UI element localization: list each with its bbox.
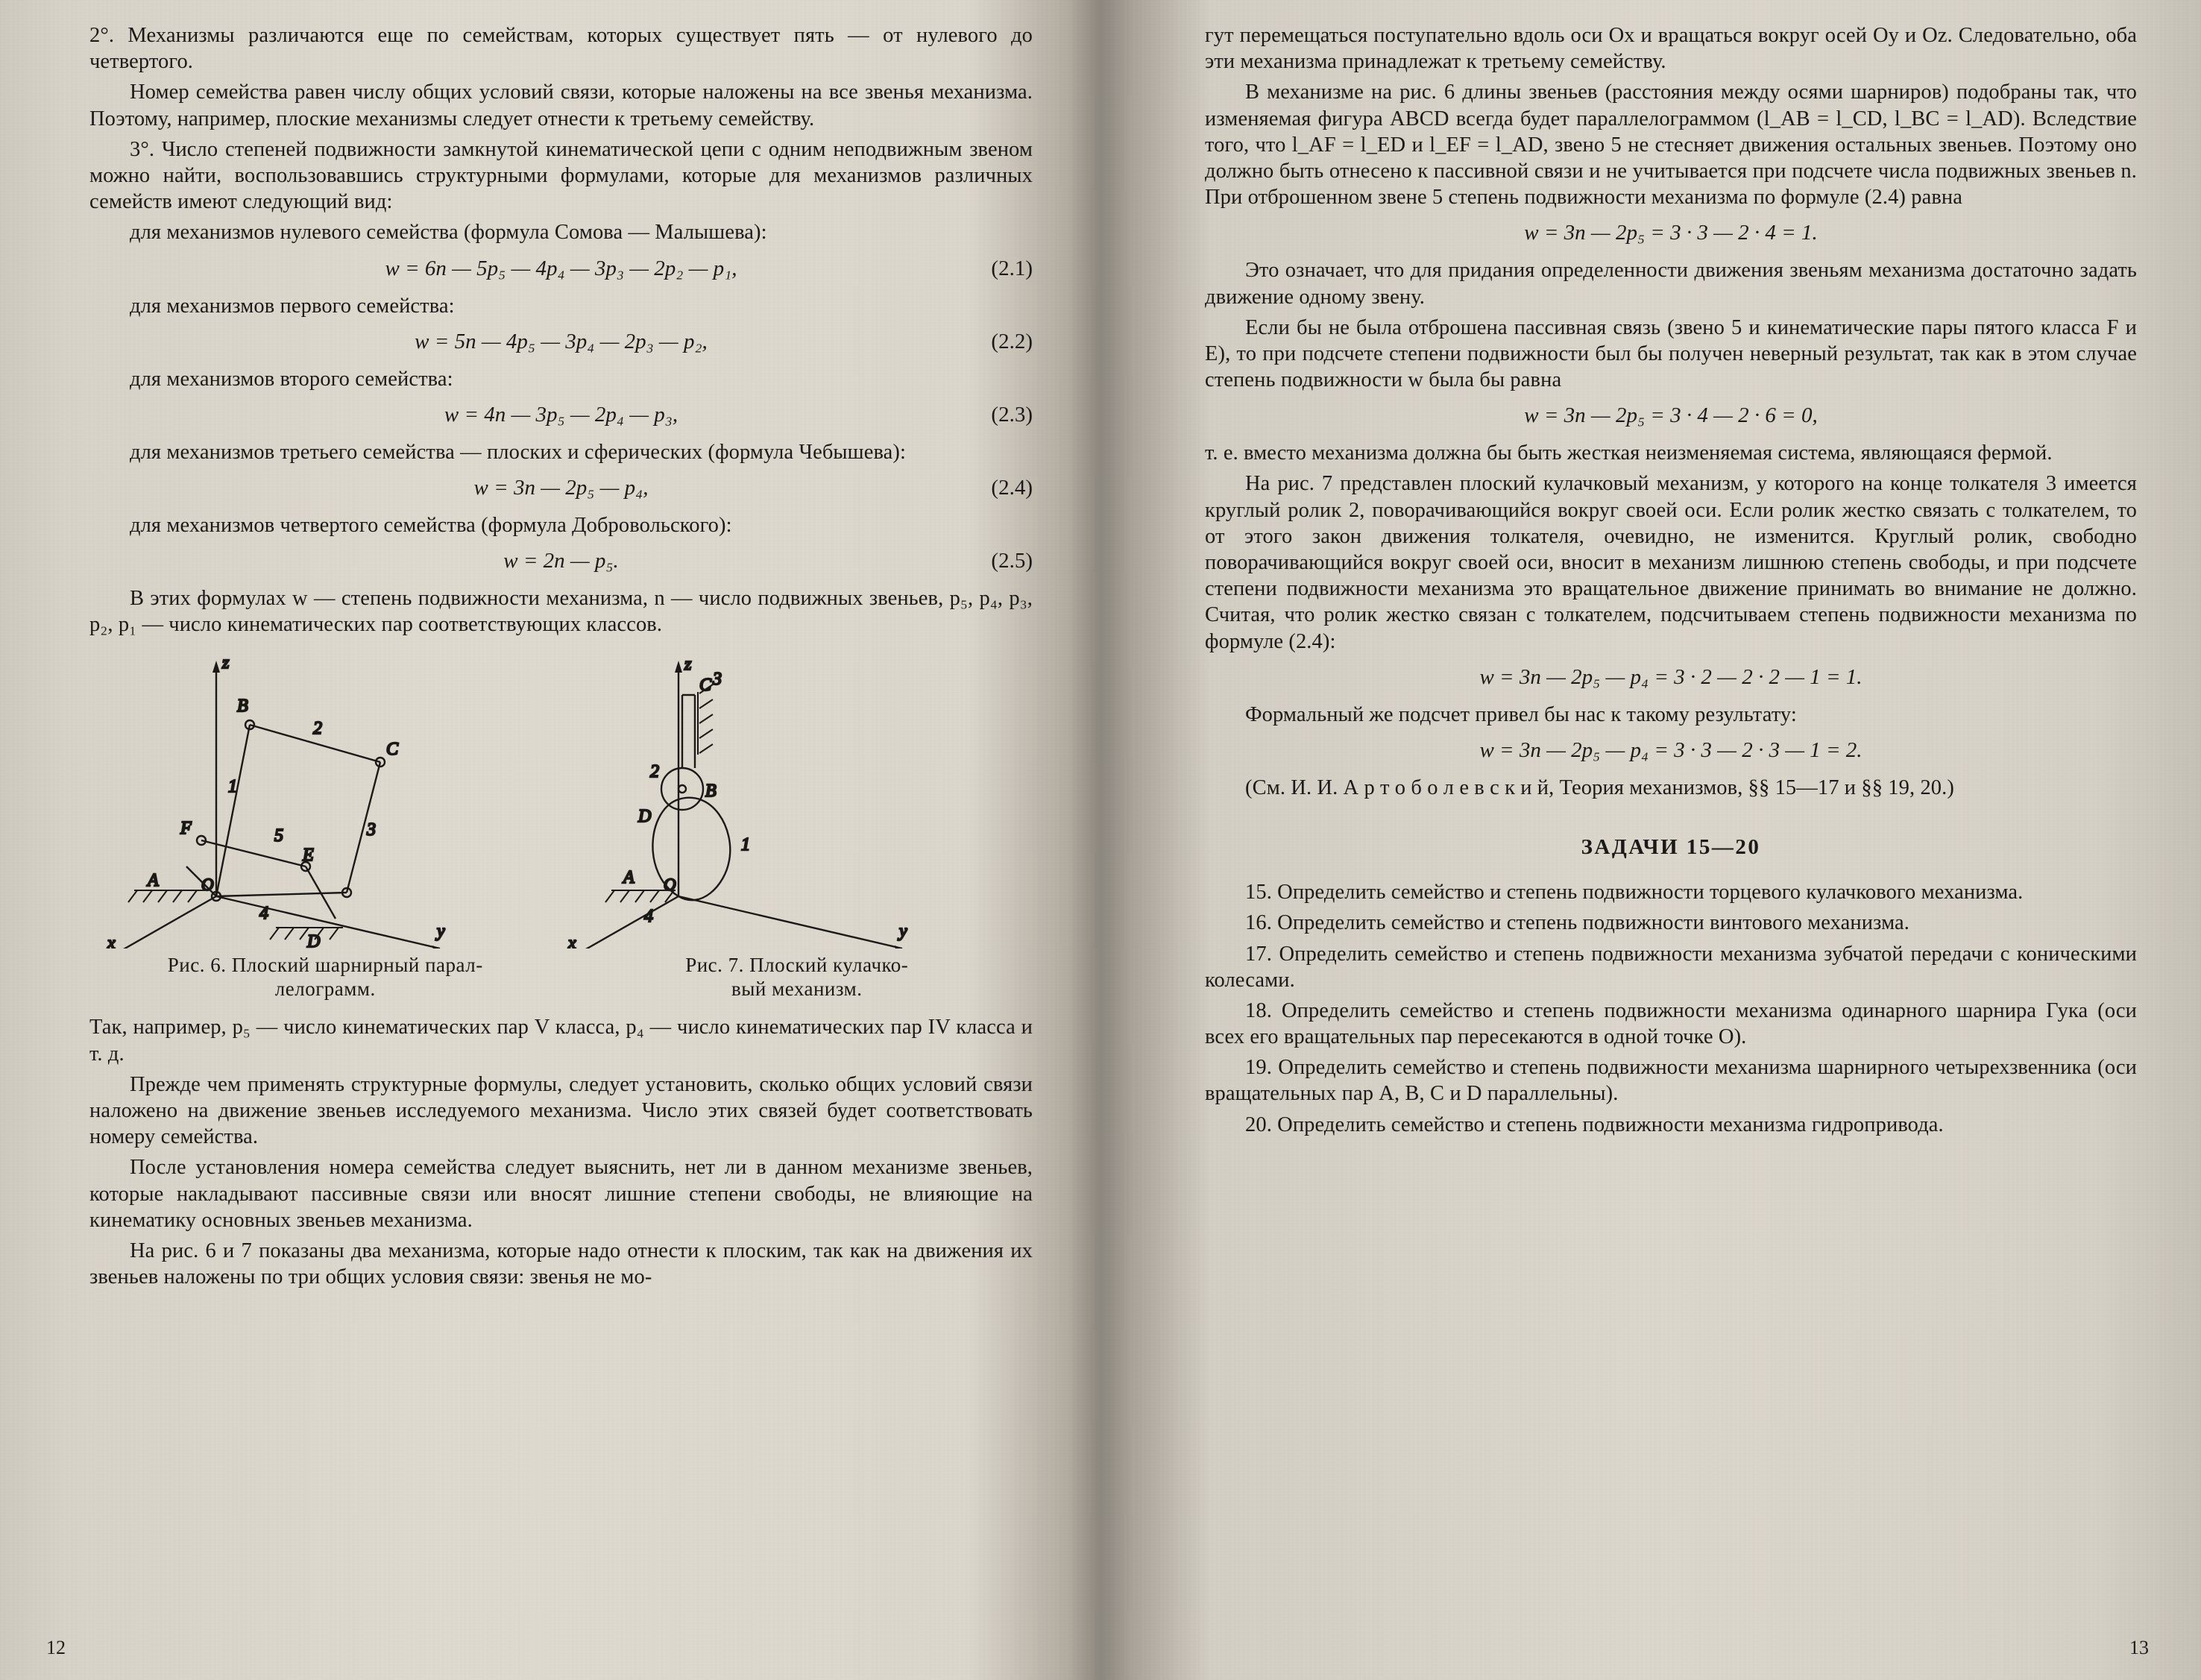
task-item: 17. Определить семейство и степень подвижности механизма зубчатой передачи с коническими колесами.	[1205, 942, 2137, 992]
formula-number: (2.1)	[991, 256, 1033, 280]
formula-body: w = 3n — 2p₅ — p₄ = 3 · 2 — 2 · 2 — 1 = 1.	[1479, 664, 1862, 689]
paragraph: для механизмов второго семейства:	[130, 367, 453, 391]
svg-text:F: F	[180, 818, 192, 838]
task-item: 19. Определить семейство и степень подвижности механизма шарнирного четырехзвенника (оси вращательных пар A, B, C и D параллельны).	[1205, 1056, 2137, 1106]
formula-body: w = 3n — 2p₅ — p₄ = 3 · 3 — 2 · 3 — 1 = 2.	[1479, 737, 1862, 762]
svg-text:4: 4	[259, 903, 268, 923]
svg-text:y: y	[899, 921, 907, 941]
figure-7-caption-line1: Рис. 7. Плоский кулачко-	[685, 953, 909, 976]
paragraph: 2°. Механизмы различаются еще по семействам, которых существует пять — от нулевого до четвертого.	[89, 24, 1033, 74]
formula-2-2	[89, 330, 1033, 354]
paragraph: На рис. 6 и 7 показаны два механизма, которые надо отнести к плоским, так как на движения их звеньев наложены по три общих условия связи: звенья не мо-	[89, 1239, 1033, 1289]
formula-number: (2.4)	[991, 476, 1033, 500]
paragraph: Если бы не была отброшена пассивная связь (звено 5 и кинематические пары пятого класса F и E), то при подсчете степени подвижности был бы получен неверный результат, так как в этом случае степень подвижности w была бы равна	[1205, 315, 2137, 392]
svg-text:D: D	[307, 931, 321, 948]
paragraph: т. е. вместо механизма должна бы быть жесткая неизменяемая система, являющаяся фермой.	[1205, 441, 2053, 465]
paragraph: для механизмов четвертого семейства (формула Добровольского):	[130, 514, 732, 538]
formula-right-4	[1205, 738, 2137, 763]
svg-text:1: 1	[741, 834, 750, 855]
paragraph: Это означает, что для придания определенности движения звеньям механизма достаточно задать движение одному звену.	[1205, 259, 2137, 309]
formula-number: (2.2)	[991, 329, 1033, 353]
left-page	[0, 0, 1100, 1680]
page-number-right: 13	[2129, 1637, 2149, 1658]
figure-6-caption-line2: лелограмм.	[274, 978, 376, 1001]
formula-right-1	[1205, 221, 2137, 245]
formula-right-2	[1205, 403, 2137, 428]
formula-body: w = 6n — 5p₅ — 4p₄ — 3p₃ — 2p₂ — p₁,	[385, 256, 737, 280]
figure-6-caption	[89, 953, 561, 1001]
formula-2-3	[89, 403, 1033, 427]
svg-text:z: z	[684, 654, 692, 674]
paragraph: На рис. 7 представлен плоский кулачковый механизм, у которого на конце толкателя 3 имеется круглый ролик 2, поворачивающийся вокруг своей оси. Если ролик жестко связать с толкателем, то от этого закон движения толкателя, очевидно, не изменится. Круглый ролик, свободно поворачивающийся вокруг своей оси, вносит в механизм лишнюю степень свободы, и при подсчете степени подвижности механизма это вращательное движение принимать во внимание не должно. Считая, что ролик жестко связан с толкателем, подсчитываем степень подвижности механизма по формуле (2.4):	[1205, 472, 2137, 653]
svg-text:2: 2	[650, 761, 659, 781]
formula-right-3	[1205, 665, 2137, 690]
paragraph: Так, например, p₅ — число кинематических пар V класса, p₄ — число кинематических пар IV класса и т. д.	[89, 1016, 1033, 1066]
svg-text:E: E	[303, 845, 314, 865]
formula-body: w = 3n — 2p₅ = 3 · 4 — 2 · 6 = 0,	[1524, 403, 1818, 428]
svg-text:4: 4	[644, 906, 653, 926]
formula-body: w = 5n — 4p₅ — 3p₄ — 2p₃ — p₂,	[415, 329, 708, 353]
formula-2-1	[89, 257, 1033, 281]
paragraph: гут перемещаться поступательно вдоль оси Ox и вращаться вокруг осей Oy и Oz. Следовательно, оба эти механизма принадлежат к третьему семейству.	[1205, 24, 2137, 74]
paragraph: Формальный же подсчет привел бы нас к такому результату:	[1245, 702, 1797, 726]
svg-text:C: C	[386, 739, 399, 759]
svg-text:D: D	[638, 806, 652, 826]
paragraph: для механизмов первого семейства:	[130, 294, 455, 318]
paragraph: 3°. Число степеней подвижности замкнутой кинематической цепи с одним неподвижным звеном можно найти, воспользовавшись структурными формулами, которые для механизмов различных семейств имеют следующий вид:	[89, 137, 1033, 214]
formula-body: w = 2n — p₅.	[503, 549, 619, 573]
paragraph: для механизмов нулевого семейства (формула Сомова — Малышева):	[130, 221, 767, 245]
figure-6-caption-line1: Рис. 6. Плоский шарнирный парал-	[167, 953, 483, 976]
svg-text:A: A	[623, 867, 635, 887]
svg-text:B: B	[237, 696, 248, 716]
paragraph: После установления номера семейства следует выяснить, нет ли в данном механизме звеньев, которые накладывают пассивные связи или вносят лишние степени свободы, не влияющие на кинематику основных звеньев механизма.	[89, 1156, 1033, 1232]
svg-text:3: 3	[713, 669, 722, 689]
figure-7-caption-line2: вый механизм.	[731, 978, 863, 1001]
svg-text:1: 1	[228, 776, 237, 796]
page-number-left: 12	[46, 1637, 66, 1658]
svg-text:x: x	[107, 933, 116, 948]
tasks-heading: ЗАДАЧИ 15—20	[1581, 835, 1761, 860]
figures-row	[89, 650, 1033, 948]
formula-number: (2.5)	[991, 549, 1033, 573]
reference-note: (См. И. И. А р т о б о л е в с к и й, Теория механизмов, §§ 15—17 и §§ 19, 20.)	[1245, 775, 1954, 799]
task-item: 20. Определить семейство и степень подвижности механизма гидропривода.	[1245, 1113, 1944, 1136]
figure-6-and-7-drawings	[89, 650, 1033, 948]
svg-text:x: x	[568, 933, 576, 948]
task-item: 18. Определить семейство и степень подвижности механизма одинарного шарнира Гука (оси всех его вращательных пар пересекаются в одной точке O).	[1205, 998, 2137, 1049]
svg-text:2: 2	[313, 718, 322, 738]
paragraph-after-formulas: В этих формулах w — степень подвижности механизма, n — число подвижных звеньев, p₅, p₄, p₃, p₂, p₁ — число кинематических пар соответствующих классов.	[89, 587, 1033, 637]
paragraph: Прежде чем применять структурные формулы, следует установить, сколько общих условий связи наложено на движение звеньев исследуемого механизма. Число этих связей будет соответствовать номеру семейства.	[89, 1072, 1033, 1149]
svg-text:z: z	[222, 652, 230, 673]
figure-7-caption	[561, 953, 1033, 1001]
paragraph: В механизме на рис. 6 длины звеньев (расстояния между осями шарниров) подобраны так, что изменяемая фигура ABCD всегда будет параллелограммом (l_AB = l_CD, l_BC = l_AD). Вследствие того, что l_AF = l_ED и l_EF = l_AD, звено 5 не стесняет движения остальных звеньев. Поэтому оно должно быть отнесено к пассивной связи и не учитывается при подсчете числа подвижных звеньев n. При отброшенном звене 5 степень подвижности механизма по формуле (2.4) равна	[1205, 81, 2137, 210]
formula-body: w = 3n — 2p₅ = 3 · 3 — 2 · 4 = 1.	[1524, 221, 1818, 245]
svg-text:y: y	[437, 921, 445, 941]
svg-text:O: O	[201, 875, 214, 894]
svg-text:3: 3	[367, 819, 376, 840]
task-item: 16. Определить семейство и степень подвижности винтового механизма.	[1245, 911, 1909, 935]
formula-body: w = 3n — 2p₅ — p₄,	[473, 476, 649, 500]
formula-2-4	[89, 476, 1033, 500]
svg-text:B: B	[705, 781, 717, 801]
figure-captions-row	[89, 953, 1033, 1001]
task-item: 15. Определить семейство и степень подвижности торцевого кулачкового механизма.	[1245, 881, 2024, 905]
left-page-text-column	[89, 22, 1033, 1294]
svg-text:O: O	[664, 875, 676, 894]
formula-2-5	[89, 549, 1033, 573]
paragraph: для механизмов третьего семейства — плоских и сферических (формула Чебышева):	[130, 440, 907, 464]
svg-text:5: 5	[274, 825, 283, 846]
right-page	[1100, 0, 2201, 1680]
right-page-text-column	[1205, 22, 2137, 1142]
formula-number: (2.3)	[991, 402, 1033, 427]
svg-text:C: C	[699, 675, 712, 695]
paragraph: Номер семейства равен числу общих условий связи, которые наложены на все звенья механизма. Поэтому, например, плоские механизмы следует отнести к третьему семейству.	[89, 81, 1033, 130]
formula-body: w = 4n — 3p₅ — 2p₄ — p₃,	[444, 402, 678, 427]
svg-text:A: A	[148, 870, 159, 890]
